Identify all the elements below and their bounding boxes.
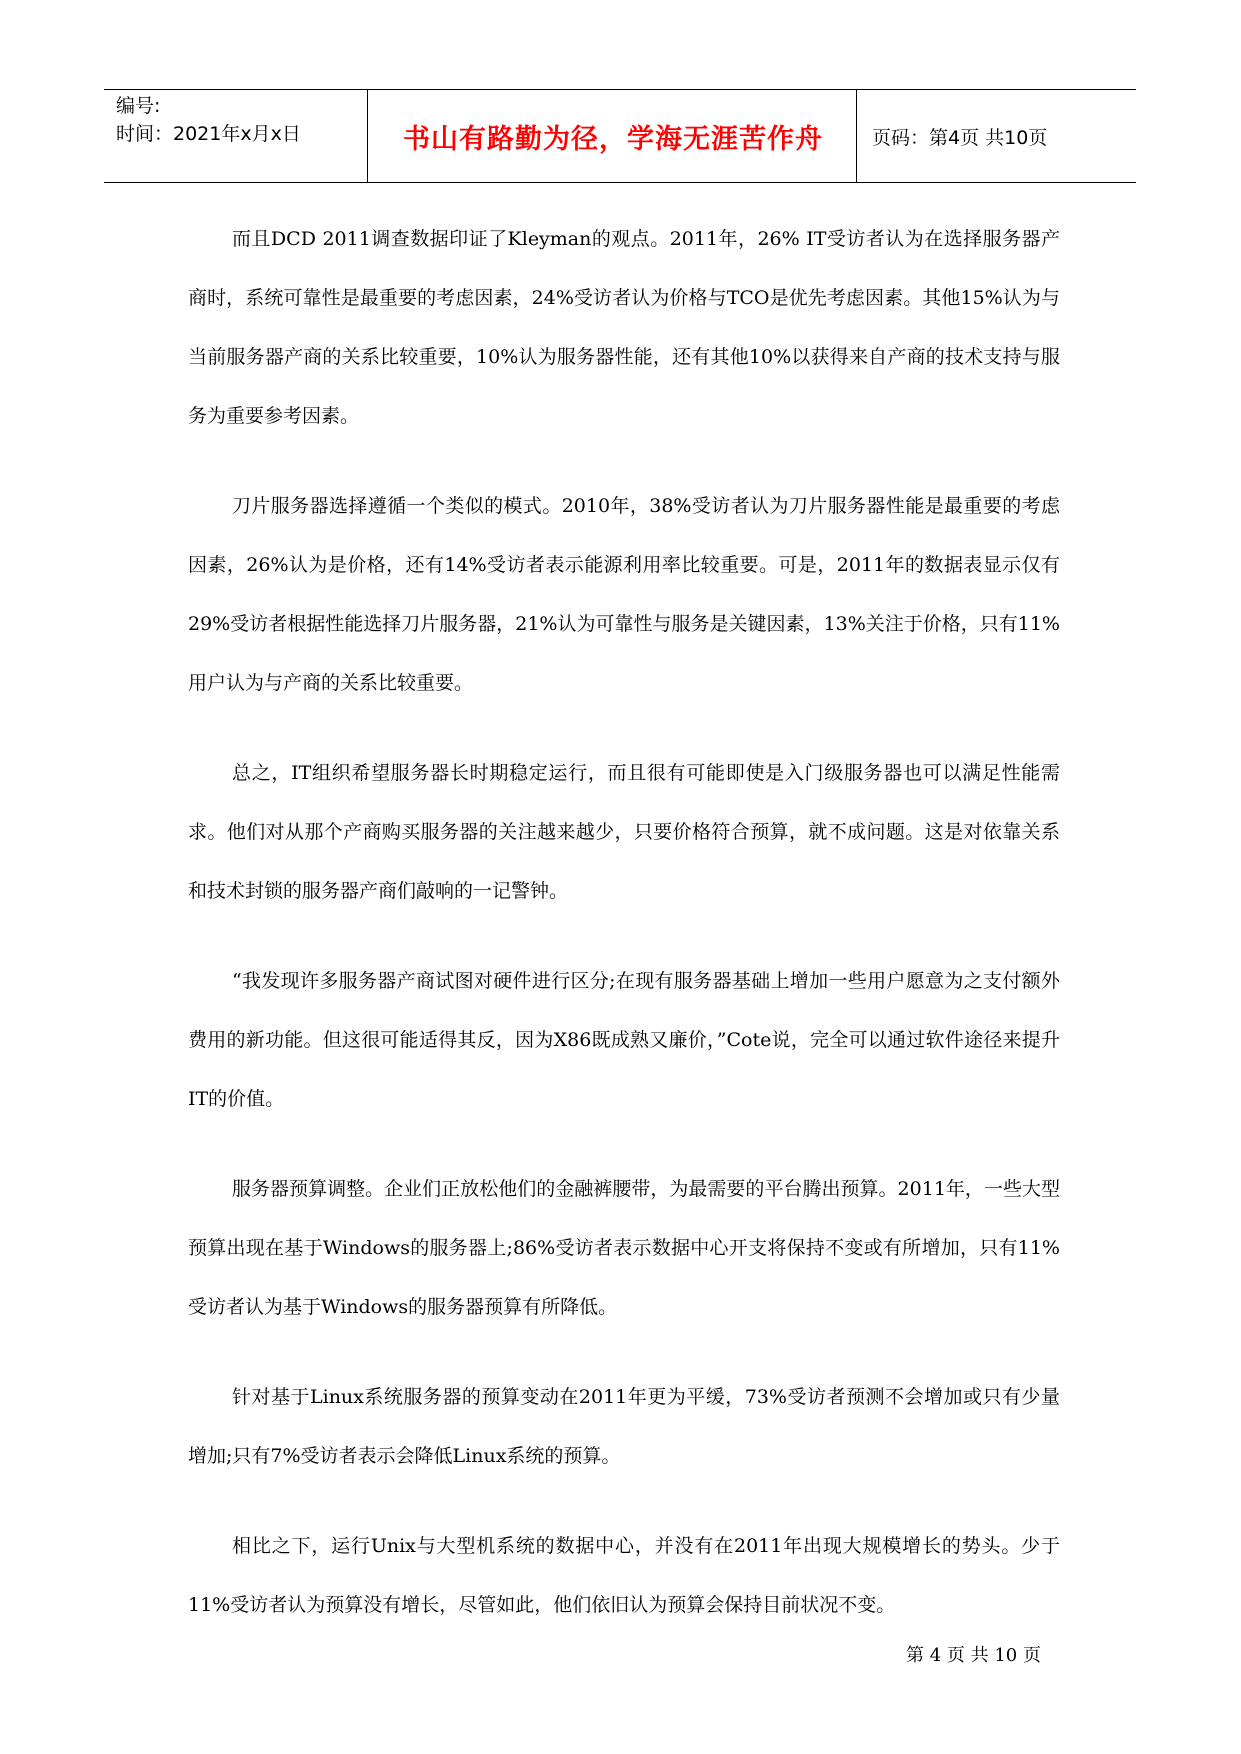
document-number-label: 编号: xyxy=(116,95,161,117)
paragraph: “我发现许多服务器产商试图对硬件进行区分;在现有服务器基础上增加一些用户愿意为之支付额外费用的新功能。但这很可能适得其反，因为X86既成熟又廉价，”Cote说，完全可以通过软件途径来提升IT的价值。 xyxy=(188,970,1060,1110)
paragraph: 相比之下，运行Unix与大型机系统的数据中心，并没有在2011年出现大规模增长的势头。少于11%受访者认为预算没有增长，尽管如此，他们依旧认为预算会保持目前状况不变。 xyxy=(188,1535,1060,1616)
header-divider-left xyxy=(367,90,368,182)
paragraph: 刀片服务器选择遵循一个类似的模式。2010年，38%受访者认为刀片服务器性能是最重要的考虑因素，26%认为是价格，还有14%受访者表示能源利用率比较重要。可是，2011年的数据表显示仅有29%受访者根据性能选择刀片服务器，21%认为可靠性与服务是关键因素，13%关注于价格，只有11%用户认为与产商的关系比较重要。 xyxy=(188,495,1060,694)
paragraph: 而且DCD 2011调查数据印证了Kleyman的观点。2011年，26% IT受访者认为在选择服务器产商时，系统可靠性是最重要的考虑因素，24%受访者认为价格与TCO是优先考虑因素。其他15%认为与当前服务器产商的关系比较重要，10%认为服务器性能，还有其他10%以获得来自产商的技术支持与服务为重要参考因素。 xyxy=(188,228,1060,427)
header-motto: 书山有路勤为径，学海无涯苦作舟 xyxy=(403,123,823,155)
paragraph: 总之，IT组织希望服务器长时期稳定运行，而且很有可能即使是入门级服务器也可以满足性能需求。他们对从那个产商购买服务器的关注越来越少，只要价格符合预算，就不成问题。这是对依靠关系和技术封锁的服务器产商们敲响的一记警钟。 xyxy=(188,762,1060,902)
header-divider-right xyxy=(856,90,857,182)
page-header xyxy=(104,89,1136,183)
paragraph: 针对基于Linux系统服务器的预算变动在2011年更为平缓，73%受访者预测不会增加或只有少量增加;只有7%受访者表示会降低Linux系统的预算。 xyxy=(188,1386,1060,1467)
paragraph: 服务器预算调整。企业们正放松他们的金融裤腰带，为最需要的平台腾出预算。2011年，一些大型预算出现在基于Windows的服务器上;86%受访者表示数据中心开支将保持不变或有所增加，只有11%受访者认为基于Windows的服务器预算有所降低。 xyxy=(188,1178,1060,1318)
document-time-label: 时间：2021年x月x日 xyxy=(116,123,301,145)
header-page-number: 页码：第4页 共10页 xyxy=(872,126,1048,149)
document-body xyxy=(188,210,1060,1666)
page-footer-number: 第 4 页 共 10 页 xyxy=(906,1645,1041,1666)
header-meta xyxy=(116,92,364,148)
